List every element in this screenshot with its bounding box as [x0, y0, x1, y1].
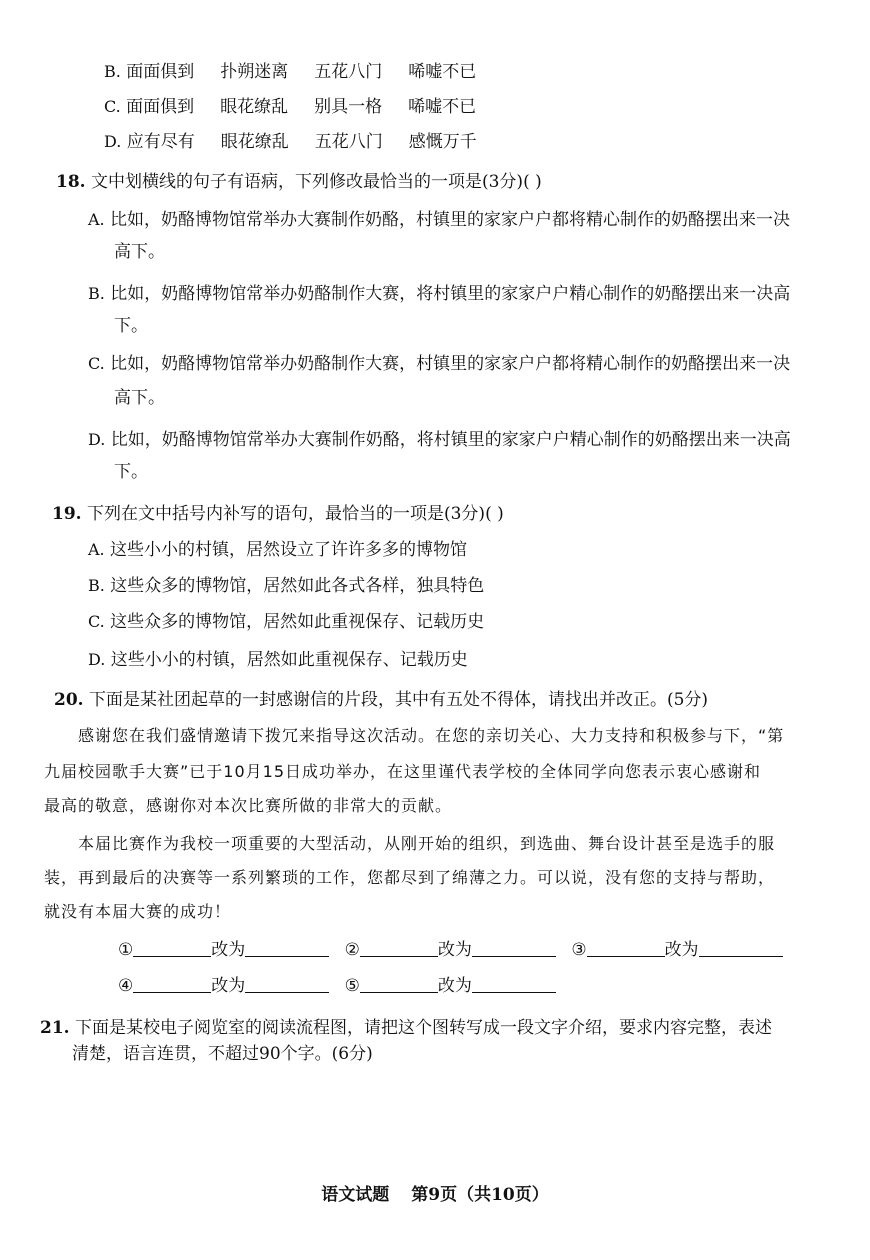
- question-number: 19.: [52, 504, 82, 524]
- word: 感慨万千: [408, 132, 477, 152]
- letter-para1-line1: 感谢您在我们盛情邀请下拨冗来指导这次活动。在您的亲切关心、大力支持和积极参与下，“第: [78, 726, 785, 745]
- word: 眼花缭乱: [220, 97, 289, 117]
- q17-option-d: [104, 130, 477, 154]
- q18-option-b: [88, 282, 790, 306]
- mark-2: ②: [344, 940, 360, 960]
- answer-slot-4: [118, 974, 329, 998]
- q18-option-a-cont: 高下。: [114, 242, 165, 262]
- letter-para2-line3: 就没有本届大赛的成功！: [44, 902, 232, 921]
- question-number: 20.: [54, 690, 84, 710]
- change-label: 改为: [437, 940, 472, 960]
- q19-option-c: [88, 610, 484, 634]
- q18-option-d-cont: 下。: [114, 462, 148, 482]
- word: 扑朔迷离: [220, 62, 289, 82]
- answer-row-2: [118, 974, 566, 998]
- q19-stem: [52, 502, 504, 526]
- word: 五花八门: [314, 62, 383, 82]
- word: 眼花缭乱: [220, 132, 289, 152]
- answer-blank-original-4[interactable]: [133, 974, 211, 993]
- letter-para2-line1: 本届比赛作为我校一项重要的大型活动，从刚开始的组织，到选曲、舞台设计甚至是选手的服: [78, 834, 776, 853]
- q18-option-a: [88, 208, 790, 232]
- change-label: 改为: [211, 940, 246, 960]
- change-label: 改为: [211, 976, 246, 996]
- answer-slot-5: [345, 974, 556, 998]
- answer-blank-revised-3[interactable]: [699, 938, 783, 957]
- option-text: 比如，奶酪博物馆常举办大赛制作奶酪，将村镇里的家家户户精心制作的奶酪摆出来一决高: [110, 430, 791, 450]
- answer-slot-2: [345, 938, 556, 962]
- answer-blank-revised-5[interactable]: [472, 974, 556, 993]
- option-text: 这些众多的博物馆，居然如此重视保存、记载历史: [110, 612, 485, 632]
- option-letter: D.: [88, 650, 106, 669]
- word: 五花八门: [314, 132, 383, 152]
- q19-option-a: [88, 538, 467, 562]
- footer-page-number: 第9页（共10页）: [411, 1185, 549, 1205]
- option-text: 比如，奶酪博物馆常举办奶酪制作大赛，将村镇里的家家户户精心制作的奶酪摆出来一决高: [110, 284, 791, 304]
- option-letter: B.: [104, 62, 121, 81]
- mark-3: ③: [571, 940, 587, 960]
- word: 面面俱到: [126, 97, 195, 117]
- option-letter: D.: [104, 132, 122, 151]
- option-text: 这些众多的博物馆，居然如此各式各样，独具特色: [110, 576, 485, 596]
- q21-stem-cont: 清楚，语言连贯，不超过90个字。(6分): [72, 1044, 373, 1064]
- q20-stem: [54, 688, 708, 712]
- question-text: 下面是某校电子阅览室的阅读流程图，请把这个图转写成一段文字介绍，要求内容完整，表述: [74, 1018, 772, 1038]
- word: 唏嘘不已: [408, 97, 477, 117]
- letter-para1-line2: 九届校园歌手大赛”已于10月15日成功举办，在这里谨代表学校的全体同学向您表示衷心感谢和: [44, 762, 762, 781]
- option-letter: A.: [88, 210, 105, 229]
- option-letter: B.: [88, 284, 105, 303]
- word: 别具一格: [314, 97, 383, 117]
- q18-option-d: [88, 428, 791, 452]
- option-letter: C.: [104, 97, 121, 116]
- mark-4: ④: [118, 976, 134, 996]
- mark-5: ⑤: [344, 976, 360, 996]
- q19-option-d: [88, 648, 468, 672]
- q18-option-b-cont: 下。: [114, 316, 148, 336]
- q19-option-b: [88, 574, 484, 598]
- letter-para2-line2: 装，再到最后的决赛等一系列繁琐的工作，您都尽到了绵薄之力。可以说，没有您的支持与帮助，: [44, 868, 776, 887]
- option-letter: D.: [88, 430, 106, 449]
- q21-stem: [40, 1016, 772, 1040]
- option-letter: C.: [88, 612, 105, 631]
- q18-stem: [56, 170, 542, 194]
- answer-blank-revised-1[interactable]: [245, 938, 329, 957]
- page-footer: [0, 1180, 870, 1205]
- question-number: 21.: [40, 1018, 70, 1038]
- question-number: 18.: [56, 172, 86, 192]
- option-text: 比如，奶酪博物馆常举办大赛制作奶酪，村镇里的家家户户都将精心制作的奶酪摆出来一决: [110, 210, 791, 230]
- q17-option-c: [104, 95, 476, 119]
- footer-subject: 语文试题: [321, 1185, 390, 1205]
- q18-option-c: [88, 352, 790, 376]
- option-text: 这些小小的村镇，居然如此重视保存、记载历史: [110, 650, 468, 670]
- question-text: 文中划横线的句子有语病，下列修改最恰当的一项是(3分)( ): [90, 172, 542, 192]
- word: 唏嘘不已: [408, 62, 477, 82]
- q17-option-b: [104, 60, 476, 84]
- word: 应有尽有: [126, 132, 195, 152]
- answer-slot-3: [571, 938, 782, 962]
- option-letter: C.: [88, 354, 105, 373]
- question-text: 下面是某社团起草的一封感谢信的片段，其中有五处不得体，请找出并改正。(5分): [88, 690, 709, 710]
- question-text: 下列在文中括号内补写的语句，最恰当的一项是(3分)( ): [86, 504, 504, 524]
- answer-blank-original-5[interactable]: [360, 974, 438, 993]
- option-letter: B.: [88, 576, 105, 595]
- answer-slot-1: [118, 938, 329, 962]
- answer-blank-revised-2[interactable]: [472, 938, 556, 957]
- answer-row-1: [118, 938, 793, 962]
- word: 面面俱到: [126, 62, 195, 82]
- option-text: 这些小小的村镇，居然设立了许许多多的博物馆: [110, 540, 468, 560]
- q18-option-c-cont: 高下。: [114, 388, 165, 408]
- option-letter: A.: [88, 540, 105, 559]
- answer-blank-original-1[interactable]: [133, 938, 211, 957]
- letter-para1-line3: 最高的敬意，感谢你对本次比赛所做的非常大的贡献。: [44, 796, 453, 815]
- answer-blank-original-2[interactable]: [360, 938, 438, 957]
- mark-1: ①: [118, 940, 134, 960]
- change-label: 改为: [437, 976, 472, 996]
- answer-blank-revised-4[interactable]: [245, 974, 329, 993]
- change-label: 改为: [664, 940, 699, 960]
- answer-blank-original-3[interactable]: [587, 938, 665, 957]
- option-text: 比如，奶酪博物馆常举办奶酪制作大赛，村镇里的家家户户都将精心制作的奶酪摆出来一决: [110, 354, 791, 374]
